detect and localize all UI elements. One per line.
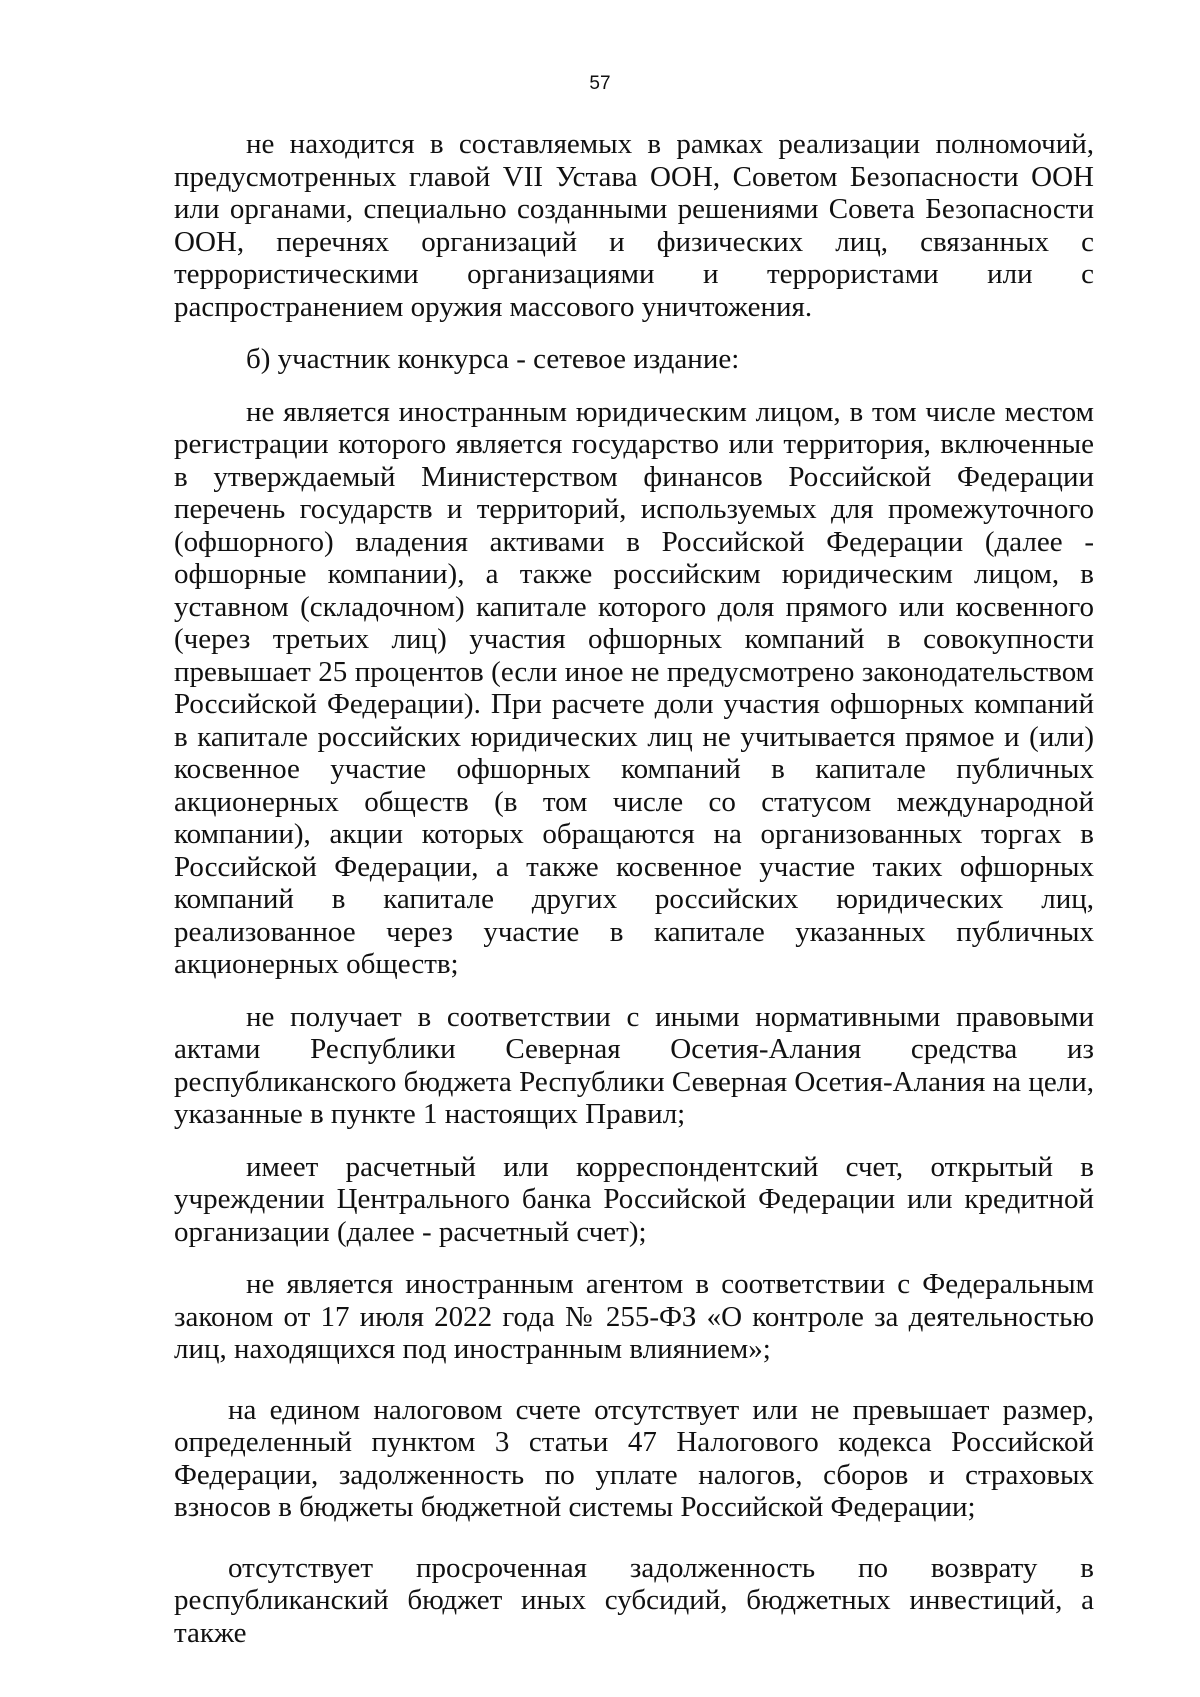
paragraph-foreign-agent: не является иностранным агентом в соответствии с Федеральным законом от 17 июля 2022 года № 255-ФЗ «О контроле за деятельностью лиц, находящихся под иностранным влиянием»; bbox=[174, 1268, 1094, 1365]
paragraph-no-other-budget-funds: не получает в соответствии с иными нормативными правовыми актами Республики Северная Осетия-Алания средства из республиканского бюджета Республики Северная Осетия-Алания на цели, указанные в пункте 1 настоящих Правил; bbox=[174, 1000, 1094, 1130]
paragraph-settlement-account: имеет расчетный или корреспондентский счет, открытый в учреждении Центрального банка Российской Федерации или кредитной организации (далее - расчетный счет); bbox=[174, 1150, 1094, 1248]
paragraph-offshore-companies: не является иностранным юридическим лицом, в том числе местом регистрации которого является государство или территория, включенные в утверждаемый Министерством финансов Российской Федерации перечень государств и территорий, используемых для промежуточного (офшорного) владения активами в Российской Федерации (далее - офшорные компании), а также российским юридическим лицом, в уставном (складочном) капитале которого доля прямого или косвенного (через третьих лиц) участия офшорных компаний в совокупности превышает 25 процентов (если иное не предусмотрено законодательством Российской Федерации). При расчете доли участия офшорных компаний в капитале российских юридических лиц не учитывается прямое и (или) косвенное участие офшорных компаний в капитале публичных акционерных обществ (в том числе со статусом международной компании), акции которых обращаются на организованных торгах в Российской Федерации, а также косвенное участие таких офшорных компаний в капитале других российских юридических лиц, реализованное через участие в капитале указанных публичных акционерных обществ; bbox=[174, 395, 1094, 980]
paragraph-tax-debt: на едином налоговом счете отсутствует или не превышает размер, определенный пунктом 3 статьи 47 Налогового кодекса Российской Федерации, задолженность по уплате налогов, сборов и страховых взносов в бюджеты бюджетной системы Российской Федерации; bbox=[174, 1393, 1094, 1523]
page-number: 57 bbox=[589, 73, 611, 94]
paragraph-online-publication-heading: б) участник конкурса - сетевое издание: bbox=[246, 343, 740, 375]
paragraph-overdue-debt: отсутствует просроченная задолженность по возврату в республиканский бюджет иных субсидий, бюджетных инвестиций, а также bbox=[174, 1551, 1094, 1649]
paragraph-un-sanctions-list: не находится в составляемых в рамках реализации полномочий, предусмотренных главой VII Устава ООН, Советом Безопасности ООН или органами, специально созданными решениями Совета Безопасности ООН, перечнях организаций и физических лиц, связанных с террористическими организациями и террористами или с распространением оружия массового уничтожения. bbox=[174, 128, 1094, 323]
document-body bbox=[174, 128, 1094, 1649]
